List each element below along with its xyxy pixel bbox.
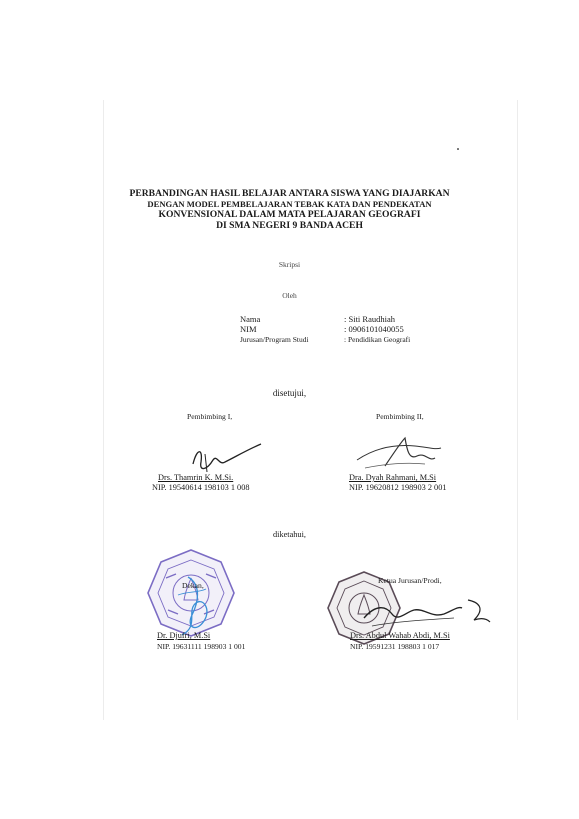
scan-speck	[457, 148, 459, 150]
supervisor2-role: Pembimbing II,	[376, 412, 424, 421]
dean-role: Dekan,	[182, 581, 204, 590]
program-value: : Pendidikan Geografi	[344, 335, 411, 344]
head-signature	[362, 596, 492, 636]
document-type: Skripsi	[278, 260, 301, 269]
approved-label: disetujui,	[272, 388, 307, 398]
title-line-4: DI SMA NEGERI 9 BANDA ACEH	[216, 220, 363, 231]
supervisor1-nip: NIP. 19540614 198103 1 008	[152, 483, 250, 492]
supervisor2-signature	[355, 436, 445, 476]
name-value: : Siti Raudhiah	[344, 314, 395, 324]
head-name: Drs. Abdul Wahab Abdi, M.Si	[350, 631, 450, 640]
head-nip: NIP. 19591231 198803 1 017	[350, 642, 440, 651]
acknowledged-label: diketahui,	[273, 530, 306, 539]
dean-nip: NIP. 19631111 198903 1 001	[157, 642, 246, 651]
program-label: Jurusan/Program Studi	[240, 335, 309, 344]
title-line-1: PERBANDINGAN HASIL BELAJAR ANTARA SISWA YANG DIAJARKAN	[129, 188, 450, 199]
title-line-3: KONVENSIONAL DALAM MATA PELAJARAN GEOGRAFI	[158, 209, 421, 220]
supervisor1-name: Drs. Thamrin K. M.Si.	[158, 473, 234, 482]
name-label: Nama	[240, 314, 261, 324]
head-role: Ketua Jurusan/Prodi,	[378, 576, 442, 585]
dean-name: Dr. Djufri, M.Si	[157, 631, 211, 640]
supervisor2-name: Dra. Dyah Rahmani, M.Si	[349, 473, 437, 482]
nim-value: : 0906101040055	[344, 324, 404, 334]
title-line-2: DENGAN MODEL PEMBELAJARAN TEBAK KATA DAN PENDEKATAN	[147, 199, 432, 209]
by-label: Oleh	[282, 291, 297, 300]
supervisor2-nip: NIP. 19620812 198903 2 001	[349, 483, 447, 492]
nim-label: NIM	[240, 324, 257, 334]
supervisor1-role: Pembimbing I,	[187, 412, 233, 421]
